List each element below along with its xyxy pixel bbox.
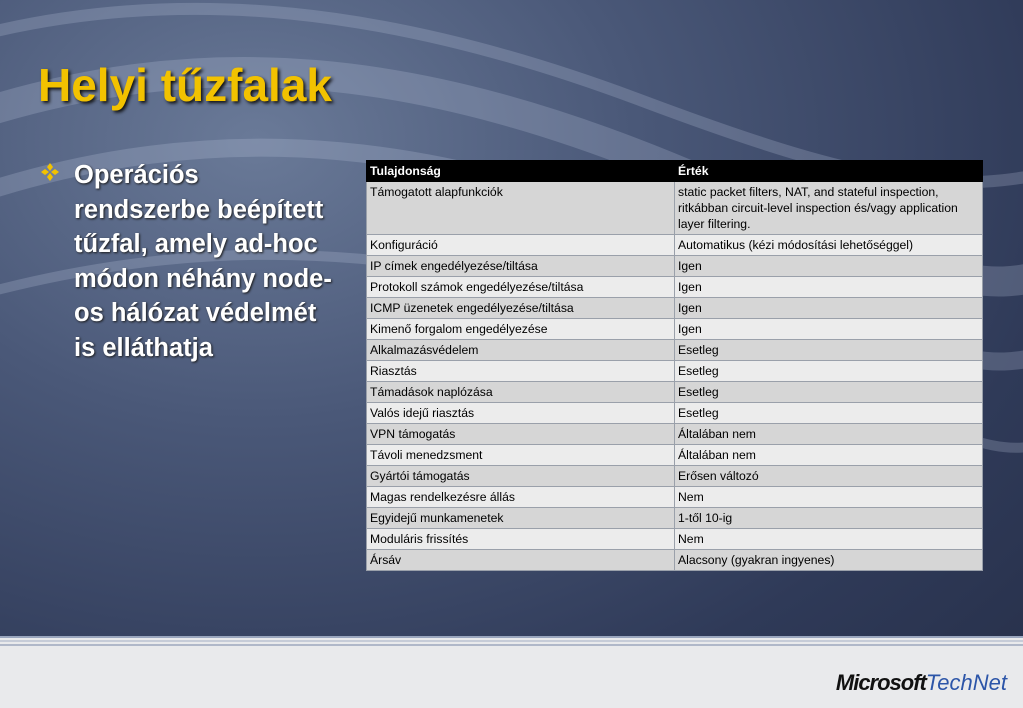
table-row <box>367 466 983 487</box>
cell-property: Moduláris frissítés <box>367 529 675 550</box>
cell-property: Konfiguráció <box>367 235 675 256</box>
cell-value: Esetleg <box>675 382 983 403</box>
table-row <box>367 487 983 508</box>
table-row <box>367 508 983 529</box>
cell-property: Magas rendelkezésre állás <box>367 487 675 508</box>
properties-table <box>366 160 983 571</box>
microsoft-technet-logo <box>836 670 1007 696</box>
table-row <box>367 340 983 361</box>
table-row <box>367 382 983 403</box>
table-row <box>367 550 983 571</box>
four-diamond-bullet-icon <box>40 162 60 182</box>
cell-value: Igen <box>675 298 983 319</box>
cell-property: ICMP üzenetek engedélyezése/tiltása <box>367 298 675 319</box>
cell-property: Kimenő forgalom engedélyezése <box>367 319 675 340</box>
table-row <box>367 256 983 277</box>
table-row <box>367 277 983 298</box>
cell-property: Valós idejű riasztás <box>367 403 675 424</box>
cell-property: Egyidejű munkamenetek <box>367 508 675 529</box>
table-body <box>367 182 983 571</box>
table-row <box>367 298 983 319</box>
logo-product: TechNet <box>925 670 1007 695</box>
footer-stripes <box>0 636 1023 652</box>
slide-title: Helyi tűzfalak <box>38 59 332 111</box>
cell-property: VPN támogatás <box>367 424 675 445</box>
cell-value: Nem <box>675 529 983 550</box>
cell-property: IP címek engedélyezése/tiltása <box>367 256 675 277</box>
table-row <box>367 424 983 445</box>
logo-brand: Microsoft <box>835 670 926 695</box>
bullet-text: Operációs rendszerbe beépített tűzfal, amely ad-hoc módon néhány node-os hálózat védelmét is elláthatja <box>74 161 332 362</box>
cell-value: Nem <box>675 487 983 508</box>
table-row <box>367 361 983 382</box>
table-row <box>367 235 983 256</box>
table-row <box>367 529 983 550</box>
cell-value: Igen <box>675 319 983 340</box>
cell-value: Általában nem <box>675 445 983 466</box>
cell-property: Támogatott alapfunkciók <box>367 182 675 235</box>
table-row <box>367 445 983 466</box>
cell-value: 1-től 10-ig <box>675 508 983 529</box>
cell-value: Esetleg <box>675 361 983 382</box>
header-property: Tulajdonság <box>367 161 675 182</box>
table-row <box>367 182 983 235</box>
table-row <box>367 319 983 340</box>
table-row <box>367 403 983 424</box>
cell-value: Erősen változó <box>675 466 983 487</box>
table-header-row <box>367 161 983 182</box>
cell-value: Általában nem <box>675 424 983 445</box>
cell-value: Igen <box>675 277 983 298</box>
cell-property: Alkalmazásvédelem <box>367 340 675 361</box>
cell-property: Riasztás <box>367 361 675 382</box>
cell-value: Automatikus (kézi módosítási lehetőséggel) <box>675 235 983 256</box>
cell-value: Esetleg <box>675 403 983 424</box>
cell-property: Ársáv <box>367 550 675 571</box>
cell-property: Protokoll számok engedélyezése/tiltása <box>367 277 675 298</box>
cell-value: Igen <box>675 256 983 277</box>
cell-value: Esetleg <box>675 340 983 361</box>
cell-property: Távoli menedzsment <box>367 445 675 466</box>
cell-value: static packet filters, NAT, and stateful inspection, ritkábban circuit-level inspection és/vagy application layer filtering. <box>675 182 983 235</box>
header-value: Érték <box>675 161 983 182</box>
cell-value: Alacsony (gyakran ingyenes) <box>675 550 983 571</box>
cell-property: Támadások naplózása <box>367 382 675 403</box>
cell-property: Gyártói támogatás <box>367 466 675 487</box>
